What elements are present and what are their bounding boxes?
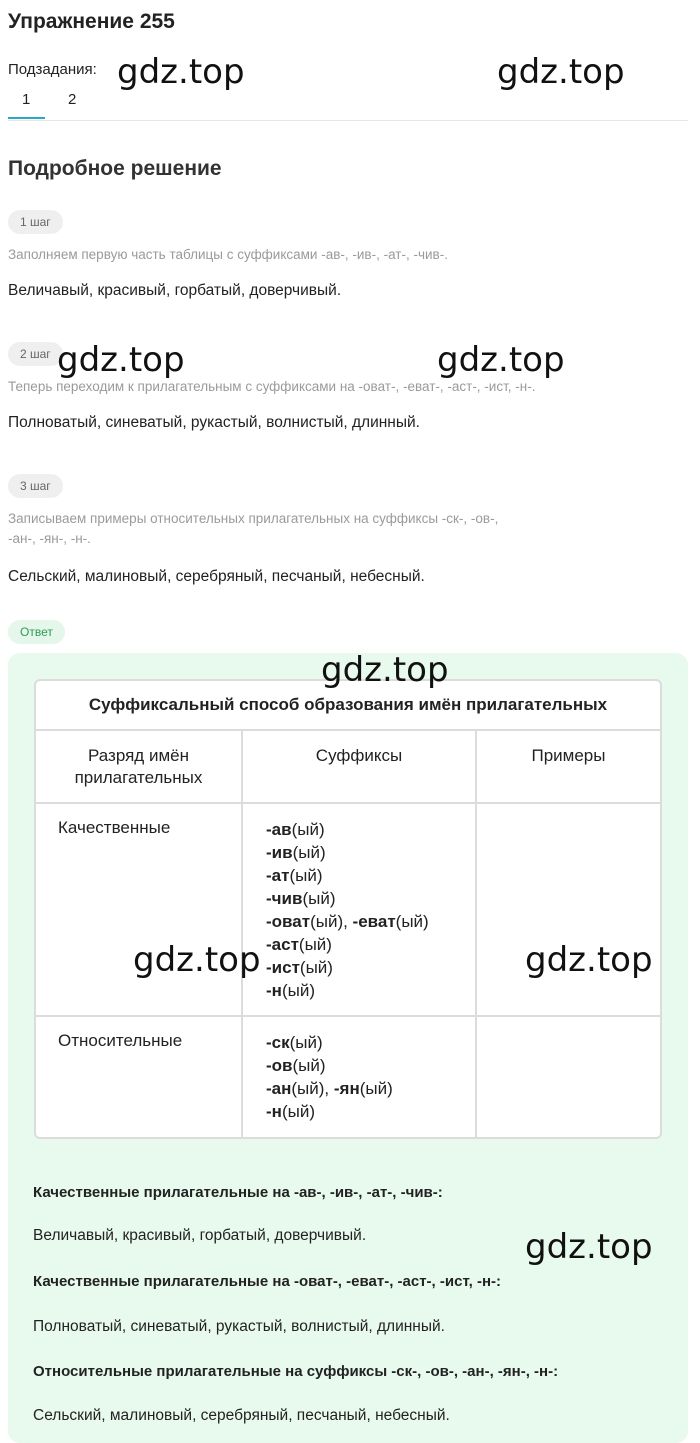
step-3-description: Записываем примеры относительных прилагательных на суффиксы -ск-, -ов-, -ан-, -ян-, -н-. (8, 511, 499, 546)
suffix-item: -ив(ый) (266, 843, 326, 862)
summary-heading-3: Относительные прилагательные на суффиксы -ск-, -ов-, -ан-, -ян-, -н-: (33, 1363, 559, 1380)
suffix-item: -аст(ый) (266, 935, 332, 954)
summary-text-1: Величавый, красивый, горбатый, доверчивый. (33, 1227, 367, 1244)
step-3-badge: 3 шаг (8, 474, 63, 498)
examples-cell (477, 1017, 660, 1137)
suffix-item: -ск(ый) (266, 1033, 323, 1052)
tabs-divider (8, 120, 688, 121)
table-row (36, 1017, 660, 1137)
page-title: Упражнение 255 (8, 10, 175, 33)
watermark: gdz.top (57, 340, 185, 380)
watermark: gdz.top (437, 340, 565, 380)
table-caption: Суффиксальный способ образования имён прилагательных (36, 681, 660, 731)
watermark: gdz.top (133, 940, 261, 980)
summary-text-2: Полноватый, синеватый, рукастый, волнистый, длинный. (33, 1318, 445, 1335)
watermark: gdz.top (497, 52, 625, 92)
column-header-suffixes: Суффиксы (243, 731, 477, 804)
step-2-text: Полноватый, синеватый, рукастый, волнистый, длинный. (8, 414, 420, 431)
suffix-item: -оват(ый), -еват(ый) (266, 912, 429, 931)
watermark: gdz.top (525, 1227, 653, 1267)
answer-badge: Ответ (8, 620, 65, 644)
suffix-item: -ов(ый) (266, 1056, 326, 1075)
suffix-item: -ат(ый) (266, 866, 323, 885)
suffix-item: -ан(ый), -ян(ый) (266, 1079, 393, 1098)
suffixes-cell (243, 1017, 477, 1137)
examples-cell (477, 804, 660, 1017)
column-header-category: Разряд имён прилагательных (36, 731, 243, 804)
suffix-table (34, 679, 662, 1139)
suffix-item: -н(ый) (266, 1102, 315, 1121)
summary-heading-1: Качественные прилагательные на -ав-, -ив-, -ат-, -чив-: (33, 1184, 443, 1201)
suffix-item: -н(ый) (266, 981, 315, 1000)
suffix-item: -ист(ый) (266, 958, 333, 977)
step-1-badge: 1 шаг (8, 210, 63, 234)
category-cell: Относительные (36, 1017, 243, 1137)
subtasks-label: Подзадания: (8, 61, 97, 78)
active-tab-indicator (8, 117, 45, 119)
summary-text-3: Сельский, малиновый, серебряный, песчаный, небесный. (33, 1407, 450, 1424)
column-header-examples: Примеры (477, 731, 660, 804)
watermark: gdz.top (321, 650, 449, 690)
suffix-item: -чив(ый) (266, 889, 336, 908)
step-3-text: Сельский, малиновый, серебряный, песчаный, небесный. (8, 568, 425, 585)
step-2-badge: 2 шаг (8, 342, 63, 366)
solution-heading: Подробное решение (8, 157, 222, 180)
summary-heading-2: Качественные прилагательные на -оват-, -еват-, -аст-, -ист, -н-: (33, 1273, 502, 1290)
tab-subtask-2[interactable]: 2 (68, 91, 77, 108)
watermark: gdz.top (525, 940, 653, 980)
step-2-description: Теперь переходим к прилагательным с суффиксами на -оват-, -еват-, -аст-, -ист, -н-. (8, 379, 536, 394)
tab-subtask-1[interactable]: 1 (22, 91, 31, 108)
suffix-item: -ав(ый) (266, 820, 325, 839)
watermark: gdz.top (117, 52, 245, 92)
step-1-description: Заполняем первую часть таблицы с суффиксами -ав-, -ив-, -ат-, -чив-. (8, 247, 448, 262)
table-row (36, 804, 660, 1017)
step-1-text: Величавый, красивый, горбатый, доверчивый. (8, 282, 342, 299)
suffixes-cell (243, 804, 477, 1017)
category-cell: Качественные (36, 804, 243, 1017)
